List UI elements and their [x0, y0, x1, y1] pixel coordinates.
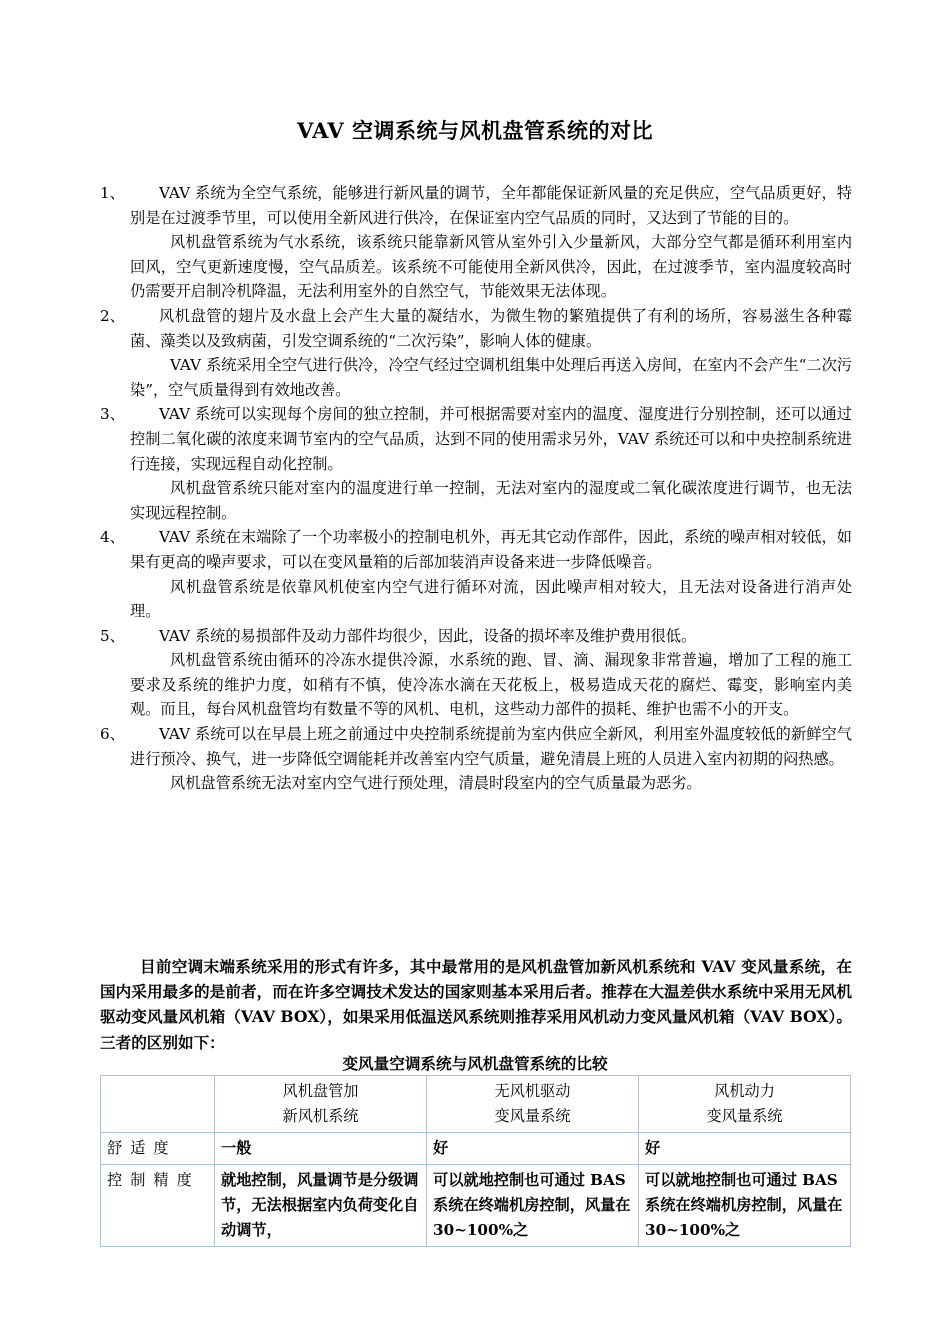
fcu-paragraph: 风机盘管系统只能对室内的温度进行单一控制，无法对室内的湿度或二氧化碳浓度进行调节，也无法实现远程控制。	[130, 479, 852, 522]
vav-paragraph: VAV 系统可以实现每个房间的独立控制，并可根据需要对室内的温度、湿度进行分别控制，还可以通过控制二氧化碳的浓度来调节室内的空气品质，达到不同的使用需求另外，VAV 系统还可以和中央控制系统进行连接，实现远程自动化控制。	[130, 405, 852, 473]
table-cell: 好	[427, 1133, 639, 1165]
table-cell: 一般	[215, 1133, 427, 1165]
fcu-paragraph: 风机盘管系统无法对室内空气进行预处理，清晨时段室内的空气质量最为恶劣。	[170, 774, 702, 793]
fcu-paragraph: 风机盘管系统由循环的冷冻水提供冷源，水系统的跑、冒、滴、漏现象非常普遍，增加了工程的施工要求及系统的维护力度，如稍有不慎，使冷冻水滴在天花板上，极易造成天花的腐烂、霉变，影响室内美观。而且，每台风机盘管均有数量不等的风机、电机，这些动力部件的损耗、维护也需不小的开支。	[130, 651, 852, 719]
vav-paragraph: VAV 系统为全空气系统，能够进行新风量的调节，全年都能保证新风量的充足供应，空气品质更好，特别是在过渡季节里，可以使用全新风进行供冷，在保证室内空气品质的同时，又达到了节能的目的。	[130, 184, 852, 227]
item-number: 5、	[100, 626, 125, 645]
item-number: 3、	[100, 405, 125, 424]
table-cell: 就地控制，风量调节是分级调节，无法根据室内负荷变化自动调节，	[215, 1165, 427, 1247]
fcu-paragraph: 风机盘管系统为气水系统，该系统只能靠新风管从室外引入少量新风，大部分空气都是循环利用室内回风，空气更新速度慢，空气品质差。该系统不可能使用全新风供冷，因此，在过渡季节，室内温度较高时仍需要开启制冷机降温，无法利用室外的自然空气，节能效果无法体现。	[130, 233, 852, 301]
table-cell: 可以就地控制也可通过 BAS 系统在终端机房控制，风量在 30~100%之	[639, 1165, 851, 1247]
list-item	[100, 722, 852, 796]
table-title: 变风量空调系统与风机盘管系统的比较	[342, 1054, 608, 1073]
document-title: VAV 空调系统与风机盘管系统的对比	[296, 118, 654, 143]
table-row	[101, 1133, 851, 1165]
item-number: 4、	[100, 528, 125, 547]
item-number: 2、	[100, 306, 125, 325]
item-number: 1、	[100, 184, 125, 202]
list-item	[100, 402, 852, 525]
vav-paragraph: VAV 系统在末端除了一个功率极小的控制电机外，再无其它动作部件，因此，系统的噪声相对较低，如果有更高的噪声要求，可以在变风量箱的后部加装消声设备来进一步降低噪音。	[130, 528, 852, 571]
table-header-row	[101, 1076, 851, 1133]
list-item	[100, 304, 852, 402]
table-row	[101, 1165, 851, 1247]
fcu-paragraph: 风机盘管的翅片及水盘上会产生大量的凝结水，为微生物的繁殖提供了有利的场所，容易滋生各种霉菌、藻类以及致病菌，引发空调系统的“二次污染”，影响人体的健康。	[130, 306, 852, 350]
row-label: 舒适度	[101, 1133, 215, 1165]
vav-paragraph: VAV 系统可以在早晨上班之前通过中央控制系统提前为室内供应全新风，利用室外温度较低的新鲜空气进行预冷、换气，进一步降低空调能耗并改善室内空气质量，避免清晨上班的人员进入室内初期的闷热感。	[130, 725, 852, 768]
comparison-table	[100, 1075, 851, 1247]
list-item	[100, 525, 852, 623]
item-number: 6、	[100, 725, 125, 744]
row-label: 控制精度	[101, 1165, 215, 1247]
list-item	[100, 624, 852, 722]
table-header-cell: 风机盘管加 新风机系统	[215, 1076, 427, 1133]
table-cell: 好	[639, 1133, 851, 1165]
table-cell: 可以就地控制也可通过 BAS 系统在终端机房控制，风量在 30~100%之	[427, 1165, 639, 1247]
vav-paragraph: VAV 系统的易损部件及动力部件均很少，因此，设备的损坏率及维护费用很低。	[159, 626, 697, 645]
summary-paragraph: 目前空调末端系统采用的形式有许多，其中最常用的是风机盘管加新风机系统和 VAV 变风量系统，在国内采用最多的是前者，而在许多空调技术发达的国家则基本采用后者。推荐在大温差供水系统中采用无风机驱动变风量风机箱（VAV BOX），如果采用低温送风系统则推荐采用风机动力变风量风机箱（VAV BOX）。三者的区别如下：	[100, 957, 852, 1052]
list-item	[100, 181, 852, 304]
table-header-cell: 无风机驱动 变风量系统	[427, 1076, 639, 1133]
vav-paragraph: VAV 系统采用全空气进行供冷，冷空气经过空调机组集中处理后再送入房间，在室内不会产生“二次污染”，空气质量得到有效地改善。	[130, 356, 852, 399]
table-header-cell: 风机动力 变风量系统	[639, 1076, 851, 1133]
comparison-list	[100, 181, 852, 796]
fcu-paragraph: 风机盘管系统是依靠风机使室内空气进行循环对流，因此噪声相对较大，且无法对设备进行消声处理。	[130, 577, 852, 621]
table-header-cell	[101, 1076, 215, 1133]
